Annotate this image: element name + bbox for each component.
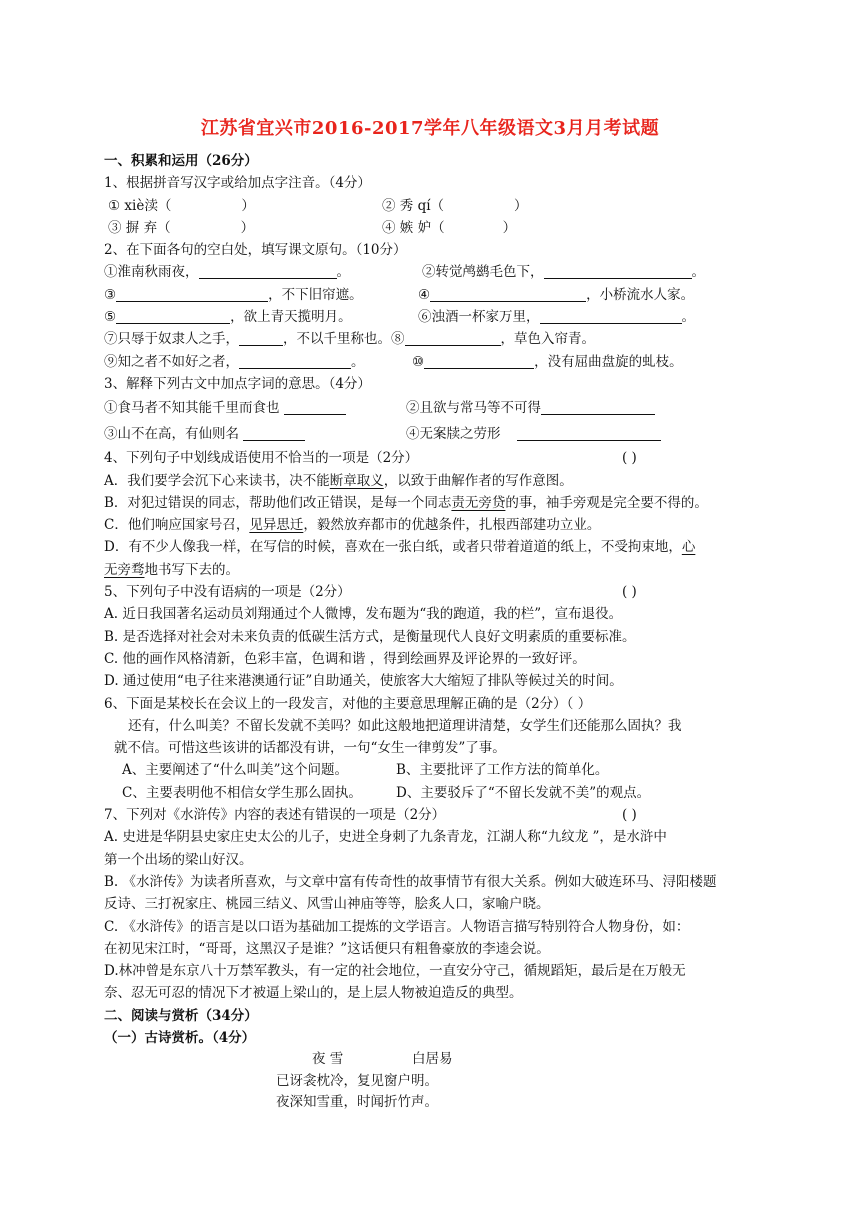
q2-item-1: ①淮南秋雨夜， 。: [104, 264, 350, 281]
q1-d: ④ 嫉 妒（ ）: [382, 219, 517, 236]
exam-title: 江苏省宜兴市2016-2017学年八年级语文3月月考试题: [200, 118, 660, 139]
section1-heading: 一、积累和运用（26分）: [104, 153, 258, 169]
poem-block: [276, 1049, 453, 1114]
q4-stem-row: [104, 447, 764, 469]
q6-option-a: A、主要阐述了“什么叫美”这个问题。: [122, 762, 349, 779]
poem-author: 白居易: [412, 1051, 453, 1068]
poem-title: 夜 雪: [312, 1051, 344, 1068]
q6-stem: 6、下面是某校长在会议上的一段发言，对他的主要意思理解正确的是（2分）（ ）: [104, 695, 592, 712]
poem-line-2: 夜深知雪重，时闻折竹声。: [276, 1094, 438, 1111]
q3-b: ②且欲与常马等不可得: [406, 395, 655, 421]
q2-item-3: ③ ，不下旧帘遮。: [104, 286, 363, 303]
q2-row2: [104, 284, 764, 306]
q5-answer-paren: ( ): [622, 584, 637, 601]
q4-option-b: B．对犯过错误的同志，帮助他们改正错误，是每一个同志责无旁贷的事，袖手旁观是完全要不得的。: [104, 494, 708, 511]
q7-answer-paren: ( ): [622, 807, 637, 824]
q4-stem: 4、下列句子中划线成语使用不恰当的一项是（2分）: [104, 450, 419, 467]
q3-d: ④无案牍之劳形: [406, 421, 661, 447]
q4-answer-paren: ( ): [622, 450, 637, 467]
q1-row1: [104, 195, 764, 217]
q3-c: ③山不在高，有仙则名: [104, 421, 305, 447]
q1-c: ③ 摒 弃（ ）: [108, 219, 255, 236]
q6-row2: [104, 782, 764, 804]
q7-option-a-line2: 第一个出场的梁山好汉。: [104, 851, 253, 868]
q5-stem-row: [104, 581, 764, 603]
q4-option-a: A．我们要学会沉下心来读书，决不能断章取义，以致于曲解作者的写作意图。: [104, 472, 573, 489]
q2-item-9: ⑨知之者不如好之者， 。: [104, 353, 365, 370]
q6-option-c: C、主要表明他不相信女学生那么固执。: [122, 784, 362, 801]
q7-stem: 7、下列对《水浒传》内容的表述有错误的一项是（2分）: [104, 807, 446, 824]
q7-option-b-line1: B. 《水浒传》为读者所喜欢，与文章中富有传奇性的故事情节有很大关系。例如大破连环马、浔阳楼题: [104, 873, 717, 890]
q5-option-a: A. 近日我国著名运动员刘翔通过个人微博，发布题为“我的跑道，我的栏”，宣布退役。: [104, 606, 623, 623]
q7-option-c-line2: 在初见宋江时，“哥哥，这黑汉子是谁？”这话便只有粗鲁豪放的李逵会说。: [104, 940, 550, 957]
q4-option-d-line1: D．有不少人像我一样，在写信的时候，喜欢在一张白纸，或者只带着道道的纸上，不受拘束地，心: [104, 539, 696, 556]
q6-passage-line1: 还有，什么叫美？不留长发就不美吗？如此这般地把道理讲清楚，女学生们还能那么固执？我: [128, 717, 682, 734]
q7-option-a-line1: A. 史进是华阴县史家庄史太公的儿子，史进全身刺了九条青龙，江湖人称“九纹龙 ”，是水浒中: [104, 829, 667, 846]
q1-b: ② 秀 qí（ ）: [382, 197, 528, 214]
q7-option-b-line2: 反诗、三打祝家庄、桃园三结义、风雪山神庙等等，脍炙人口，家喻户晓。: [104, 896, 550, 913]
exam-content: [104, 150, 764, 1111]
q2-row4: [104, 328, 764, 350]
section2-sub1: （一）古诗赏析。（4分）: [104, 1029, 256, 1046]
q2-item-4: ④ ，小桥流水人家。: [418, 286, 695, 303]
q1-a: ① xiè渎（ ）: [108, 197, 255, 214]
q6-passage-line2: 就不信。可惜这些该讲的话都没有讲，一句“女生一律剪发”了事。: [114, 740, 506, 757]
q3-stem: 3、解释下列古文中加点字词的意思。（4分）: [104, 375, 371, 392]
q2-item-6: ⑥浊酒一杯家万里， 。: [418, 309, 695, 326]
q7-option-d-line1: D.林冲曾是东京八十万禁军教头，有一定的社会地位，一直安分守己，循规蹈矩，最后是在万般无: [104, 963, 686, 980]
q5-option-c: C. 他的画作风格清新，色彩丰富，色调和谐 ，得到绘画界及评论界的一致好评。: [104, 650, 586, 667]
q7-option-c-line1: C. 《水浒传》的语言是以口语为基础加工提炼的文学语言。人物语言描写特别符合人物身份，如：: [104, 918, 690, 935]
q4-option-d-line2: 无旁骛地书写下去的。: [104, 561, 239, 578]
q3-row2: [104, 421, 764, 447]
q2-item-2: ②转觉鸬鹚毛色下， 。: [422, 264, 705, 281]
q5-option-d: D. 通过使用“电子往来港澳通行证”自助通关，使旅客大大缩短了排队等候过关的时间。: [104, 673, 623, 690]
q5-stem: 5、下列句子中没有语病的一项是（2分）: [104, 584, 351, 601]
q6-option-d: D、主要驳斥了“不留长发就不美”的观点。: [396, 784, 651, 801]
q1-row2: [104, 217, 764, 239]
q6-row1: [104, 759, 764, 781]
q4-option-c: C．他们响应国家号召，见异思迁，毅然放弃都市的优越条件，扎根西部建功立业。: [104, 517, 601, 534]
poem-line-1: 已讶衾枕冷，复见窗户明。: [276, 1072, 438, 1089]
q7-option-d-line2: 奈、忍无可忍的情况下才被逼上梁山的，是上层人物被迫造反的典型。: [104, 985, 523, 1002]
q2-item-10: ⑩ ，没有屈曲盘旋的虬枝。: [412, 353, 683, 370]
q2-row5: [104, 351, 764, 373]
q3-a: ①食马者不知其能千里而食也: [104, 395, 346, 421]
q2-item-5: ⑤ ，欲上青天揽明月。: [104, 309, 352, 326]
q3-row1: [104, 395, 764, 421]
section2-heading: 二、阅读与赏析（34分）: [104, 1007, 258, 1024]
q2-item-7-8: ⑦只辱于奴隶人之手， ，不以千里称也。⑧ ，草色入帘青。: [104, 331, 595, 348]
q7-stem-row: [104, 804, 764, 826]
q2-stem: 2、在下面各句的空白处，填写课文原句。（10分）: [104, 242, 407, 259]
q2-row3: [104, 306, 764, 328]
q1-stem: 1、根据拼音写汉字或给加点字注音。（4分）: [104, 175, 371, 192]
q2-row1: [104, 261, 764, 283]
q5-option-b: B. 是否选择对社会对未来负责的低碳生活方式，是衡量现代人良好文明素质的重要标准。: [104, 628, 636, 645]
poem-title-row: [276, 1049, 453, 1071]
q6-option-b: B、主要批评了工作方法的简单化。: [396, 762, 609, 779]
